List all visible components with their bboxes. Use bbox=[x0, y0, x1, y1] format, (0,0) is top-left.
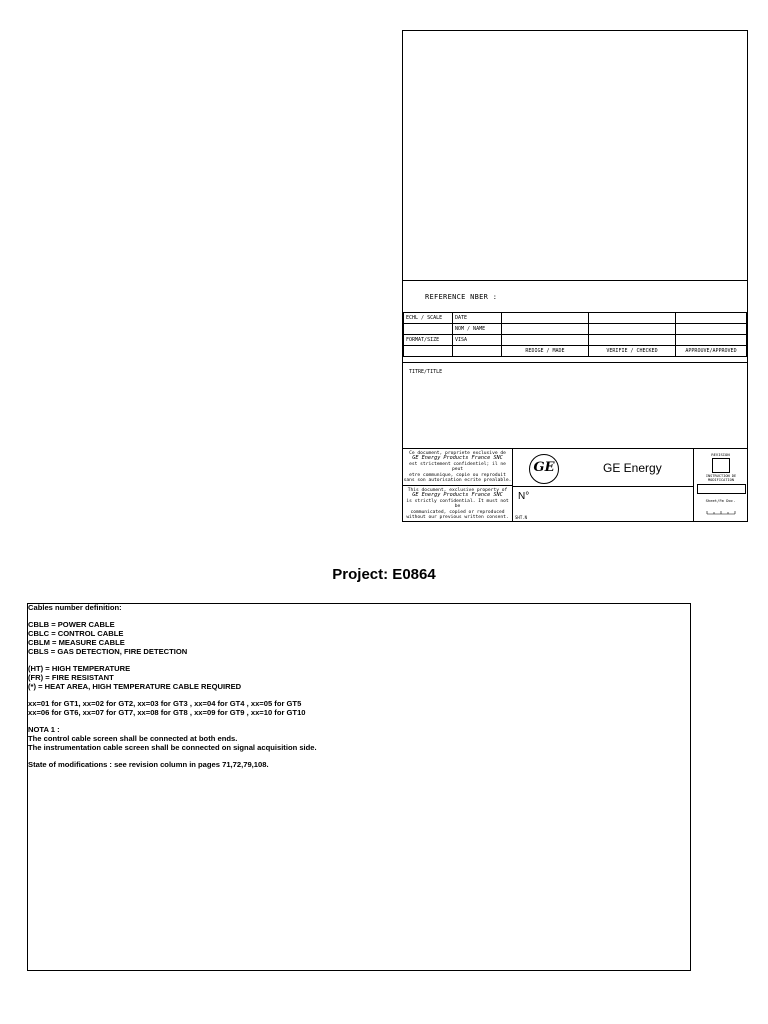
note-line: (*) = HEAT AREA, HIGH TEMPERATURE CABLE REQUIRED bbox=[28, 681, 242, 691]
note-line: CBLB = POWER CABLE bbox=[28, 620, 115, 630]
note-spacer bbox=[28, 613, 690, 622]
document-number-label: N° bbox=[518, 491, 530, 502]
date-label: DATE bbox=[453, 313, 502, 324]
instruction-label: INSTRUCTION DE MODIFICATION bbox=[705, 474, 737, 482]
ge-logo-icon: GE bbox=[529, 454, 559, 484]
note-line: Cables number definition: bbox=[28, 603, 122, 612]
note-spacer bbox=[28, 717, 690, 726]
notes-content bbox=[28, 604, 690, 770]
made-label: REDIGE / MADE bbox=[502, 346, 589, 357]
notes-box bbox=[27, 603, 691, 971]
note-line: The control cable screen shall be connected at both ends. bbox=[28, 733, 238, 743]
sheet-index-scale-icon bbox=[706, 509, 736, 515]
confidential-notice-en: This document, exclusive property of GE Energy Products France SNC is strictly confidential. It must not be communicated, copied or reproduced without our previous written consent. bbox=[403, 486, 513, 522]
visa-label: VISA bbox=[453, 335, 502, 346]
title-section bbox=[403, 362, 747, 448]
name-label: NOM / NAME bbox=[453, 324, 502, 335]
note-line: The instrumentation cable screen shall be connected on signal acquisition side. bbox=[28, 742, 317, 752]
scale-label: ECHL / SCALE bbox=[404, 313, 453, 324]
format-label: FORMAT/SIZE bbox=[404, 335, 453, 346]
note-line: CBLS = GAS DETECTION, FIRE DETECTION bbox=[28, 646, 188, 656]
confidential-notice-fr: Ce document, propriete exclusive de GE Energy Products France SNC est strictement confidentiel; il ne peut etre communique, copie ou reproduit sans son autorisation ecrite prealable. bbox=[403, 449, 513, 486]
title-label: TITRE/TITLE bbox=[409, 369, 443, 375]
revision-box bbox=[712, 458, 730, 473]
instruction-box bbox=[697, 484, 746, 494]
signature-grid bbox=[403, 312, 747, 357]
revision-label: REVISION bbox=[711, 452, 730, 457]
reference-row bbox=[403, 280, 747, 308]
note-line: (FR) = FIRE RESISTANT bbox=[28, 672, 114, 682]
title-block bbox=[402, 30, 748, 522]
note-line: CBLM = MEASURE CABLE bbox=[28, 637, 125, 647]
identity-section bbox=[403, 448, 747, 522]
note-line: State of modifications : see revision column in pages 71,72,79,108. bbox=[28, 759, 269, 769]
note-line: (HT) = HIGH TEMPERATURE bbox=[28, 663, 131, 673]
note-line: NOTA 1 : bbox=[28, 724, 60, 734]
project-title: Project: E0864 bbox=[332, 566, 436, 583]
note-line: xx=01 for GT1, xx=02 for GT2, xx=03 for GT3 , xx=04 for GT4 , xx=05 for GT5 bbox=[28, 698, 302, 708]
approved-label: APPROUVE/APPROVED bbox=[676, 346, 747, 357]
checked-label: VERIFIE / CHECKED bbox=[589, 346, 676, 357]
brand-name: GE Energy bbox=[603, 461, 662, 475]
note-line: CBLC = CONTROL CABLE bbox=[28, 629, 124, 639]
revision-column bbox=[693, 449, 747, 522]
sheet-index-label: Sheet/Fm Doc. bbox=[705, 498, 736, 503]
reference-label: REFERENCE NBER : bbox=[425, 293, 498, 301]
sheet-label: SHT.N bbox=[515, 515, 528, 520]
note-line: xx=06 for GT6, xx=07 for GT7, xx=08 for GT8 , xx=09 for GT9 , xx=10 for GT10 bbox=[28, 707, 306, 717]
